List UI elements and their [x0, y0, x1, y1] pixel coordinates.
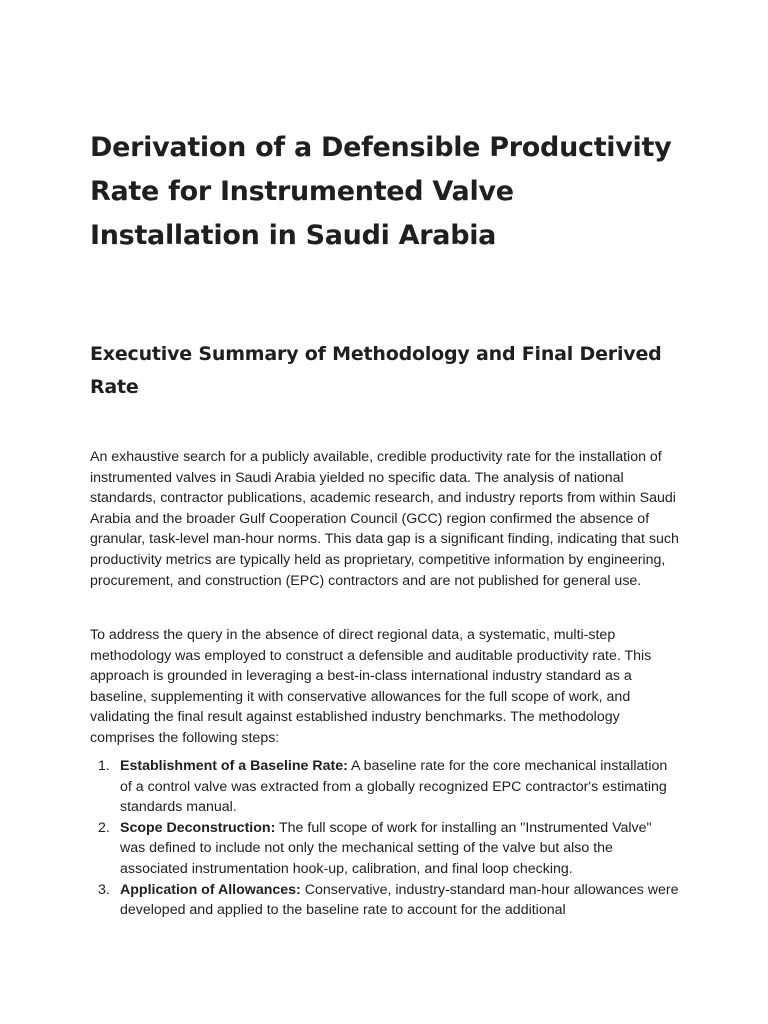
- document-title: Derivation of a Defensible Productivity Rate for Instrumented Valve Installation in Saudi Arabia: [90, 132, 672, 251]
- list-item-title: Establishment of a Baseline Rate:: [120, 758, 348, 774]
- list-item-number: 2.: [98, 819, 110, 836]
- list-item: [90, 756, 680, 818]
- list-item: [90, 880, 680, 921]
- list-item-text: A baseline rate for the core mechanical installation of a control valve was extracted from a globally recognized EPC contractor's estimating standards manual.: [120, 758, 668, 816]
- list-item-number: 1.: [98, 758, 110, 774]
- list-item-title: Scope Deconstruction:: [120, 819, 276, 836]
- list-item-number: 3.: [98, 881, 110, 898]
- list-item-text: Conservative, industry-standard man-hour allowances were developed and applied to the baseline rate to account for the additional: [120, 881, 679, 919]
- section-heading: Executive Summary of Methodology and Final Derived Rate: [90, 343, 662, 398]
- list-item-text: The full scope of work for installing an "Instrumented Valve" was defined to include not only the mechanical setting of the valve but also the associated instrumentation hook-up, calibration, and final loop checking.: [120, 819, 652, 877]
- list-item-title: Application of Allowances:: [120, 881, 301, 898]
- methodology-steps-list: [90, 756, 680, 921]
- list-item: [90, 818, 680, 880]
- paragraph-1: An exhaustive search for a publicly available, credible productivity rate for the installation of instrumented valves in Saudi Arabia yielded no specific data. The analysis of national standards, contractor publications, academic research, and industry reports from within Saudi Arabia and the broader Gulf Cooperation Council (GCC) region confirmed the absence of granular, task-level man-hour norms. This data gap is a significant finding, indicating that such productivity metrics are typically held as proprietary, competitive information by engineering, procurement, and construction (EPC) contractors and are not published for general use.: [90, 449, 679, 589]
- paragraph-2: To address the query in the absence of direct regional data, a systematic, multi-step methodology was employed to construct a defensible and auditable productivity rate. This approach is grounded in leveraging a best-in-class international industry standard as a baseline, supplementing it with conservative allowances for the full scope of work, and validating the final result against established industry benchmarks. The methodology comprises the following steps:: [90, 627, 652, 746]
